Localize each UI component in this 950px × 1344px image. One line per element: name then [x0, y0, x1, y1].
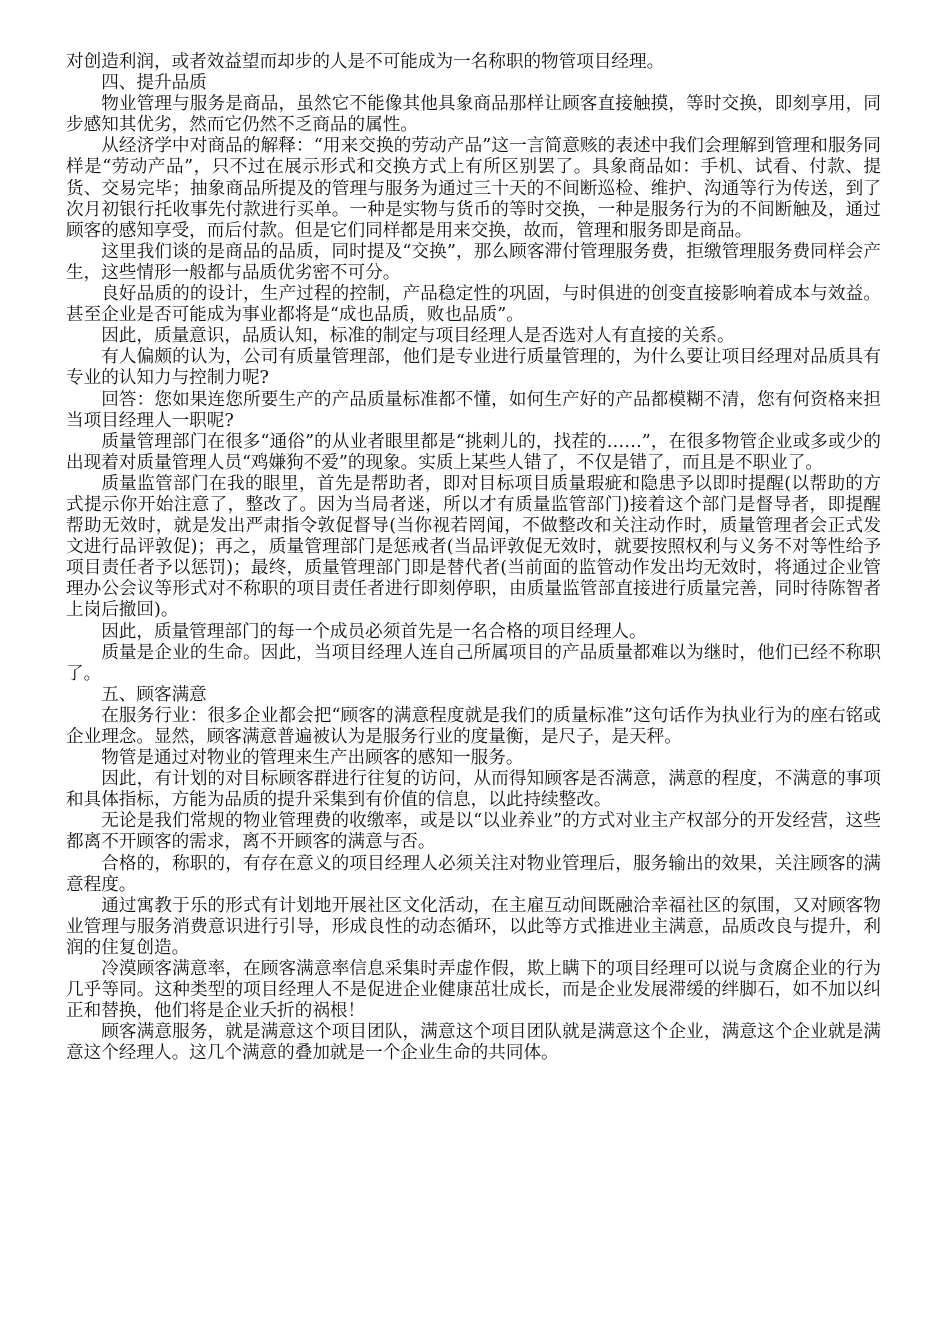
paragraph: 从经济学中对商品的解释：“用来交换的劳动产品”这一言简意赅的表述中我们会理解到管理和服务同样是“劳动产品”，只不过在展示形式和交换方式上有所区别罢了。具象商品如：手机、试看、付款、提货、交易完毕；抽象商品所提及的管理与服务为通过三十天的不间断巡检、维护、沟通等行为传送，到了次月初银行托收事先付款进行买单。一种是实物与货币的等时交换，一种是服务行为的不间断触及，通过顾客的感知享受，而后付款。但是它们同样都是用来交换，故而，管理和服务即是商品。: [66, 136, 881, 241]
paragraph: 无论是我们常规的物业管理费的收缴率，或是以“以业养业”的方式对业主产权部分的开发经营，这些都离不开顾客的需求，离不开顾客的满意与否。: [66, 811, 881, 853]
paragraph: 在服务行业：很多企业都会把“顾客的满意程度就是我们的质量标准”这句话作为执业行为的座右铭或企业理念。显然，顾客满意普遍被认为是服务行业的度量衡，是尺子，是天秤。: [66, 705, 881, 747]
paragraph: 冷漠顾客满意率，在顾客满意率信息采集时弄虚作假，欺上瞒下的项目经理可以说与贪腐企业的行为几乎等同。这种类型的项目经理人不是促进企业健康茁壮成长，而是企业发展滞缓的绊脚石，如不加以纠正和替换，他们将是企业夭折的祸根！: [66, 959, 881, 1022]
paragraph: 合格的，称职的，有存在意义的项目经理人必须关注对物业管理后，服务输出的效果，关注顾客的满意程度。: [66, 853, 881, 895]
section-heading-improve-quality: 四、提升品质: [101, 73, 207, 94]
paragraph: 这里我们谈的是商品的品质，同时提及“交换”，那么顾客滞付管理服务费，拒缴管理服务费同样会产生，这些情形一般都与品质优劣密不可分。: [66, 241, 881, 283]
paragraph: 因此，质量意识，品质认知，标准的制定与项目经理人是否选对人有直接的关系。: [101, 326, 735, 347]
paragraph: 有人偏颇的认为，公司有质量管理部，他们是专业进行质量管理的，为什么要让项目经理对品质具有专业的认知力与控制力呢?: [66, 347, 881, 389]
paragraph: 回答：您如果连您所要生产的产品质量标准都不懂，如何生产好的产品都模糊不清，您有何资格来担当项目经理人一职呢?: [66, 389, 881, 431]
section-heading-customer-satisfaction: 五、顾客满意: [101, 684, 207, 705]
paragraph: 质量是企业的生命。因此，当项目经理人连自己所属项目的产品质量都难以为继时，他们已经不称职了。: [66, 642, 881, 684]
paragraph: 质量监管部门在我的眼里，首先是帮助者，即对目标项目质量瑕疵和隐患予以即时提醒(以帮助的方式提示你开始注意了，整改了。因为当局者迷，所以才有质量监管部门)接着这个部门是督导者，即提醒帮助无效时，就是发出严肃指令敦促督导(当你视若罔闻，不做整改和关注动作时，质量管理者会正式发文进行品评敦促)；再之，质量管理部门是惩戒者(当品评敦促无效时，就要按照权利与义务不对等性给予项目责任者予以惩罚)；最终，质量管理部门即是替代者(当前面的监管动作发出均无效时，将通过企业管理办公会议等形式对不称职的项目责任者进行即刻停职，由质量监管部直接进行质量完善，同时待陈智者上岗后撤回)。: [66, 473, 881, 621]
paragraph: 物管是通过对物业的管理来生产出顾客的感知一服务。: [101, 748, 524, 769]
paragraph-continuation: 对创造利润，或者效益望而却步的人是不可能成为一名称职的物管项目经理。: [66, 52, 665, 72]
paragraph: 通过寓教于乐的形式有计划地开展社区文化活动，在主雇互动间既融洽幸福社区的氛围，又对顾客物业管理与服务消费意识进行引导，形成良性的动态循环，以此等方式推进业主满意，品质改良与提升，利润的住复创造。: [66, 895, 881, 958]
paragraph: 良好品质的的设计，生产过程的控制，产品稳定性的巩固，与时俱进的创变直接影响着成本与效益。甚至企业是否可能成为事业都将是“成也品质，败也品质”。: [66, 284, 881, 326]
paragraph: 质量管理部门在很多“通俗”的从业者眼里都是“挑刺儿的，找茬的……”，在很多物管企业或多或少的出现着对质量管理人员“鸡嫌狗不爱”的现象。实质上某些人错了，不仅是错了，而且是不职业了。: [66, 431, 881, 473]
paragraph: 物业管理与服务是商品，虽然它不能像其他具象商品那样让顾客直接触摸，等时交换，即刻享用，同步感知其优劣，然而它仍然不乏商品的属性。: [66, 94, 881, 136]
paragraph: 顾客满意服务，就是满意这个项目团队，满意这个项目团队就是满意这个企业，满意这个企业就是满意这个经理人。这几个满意的叠加就是一个企业生命的共同体。: [66, 1022, 881, 1064]
document-body: [66, 52, 881, 1065]
paragraph: 因此，有计划的对目标顾客群进行往复的访问，从而得知顾客是否满意，满意的程度，不满意的事项和具体指标，方能为品质的提升采集到有价值的信息，以此持续整改。: [66, 769, 881, 811]
paragraph: 因此，质量管理部门的每一个成员必须首先是一名合格的项目经理人。: [101, 621, 647, 642]
